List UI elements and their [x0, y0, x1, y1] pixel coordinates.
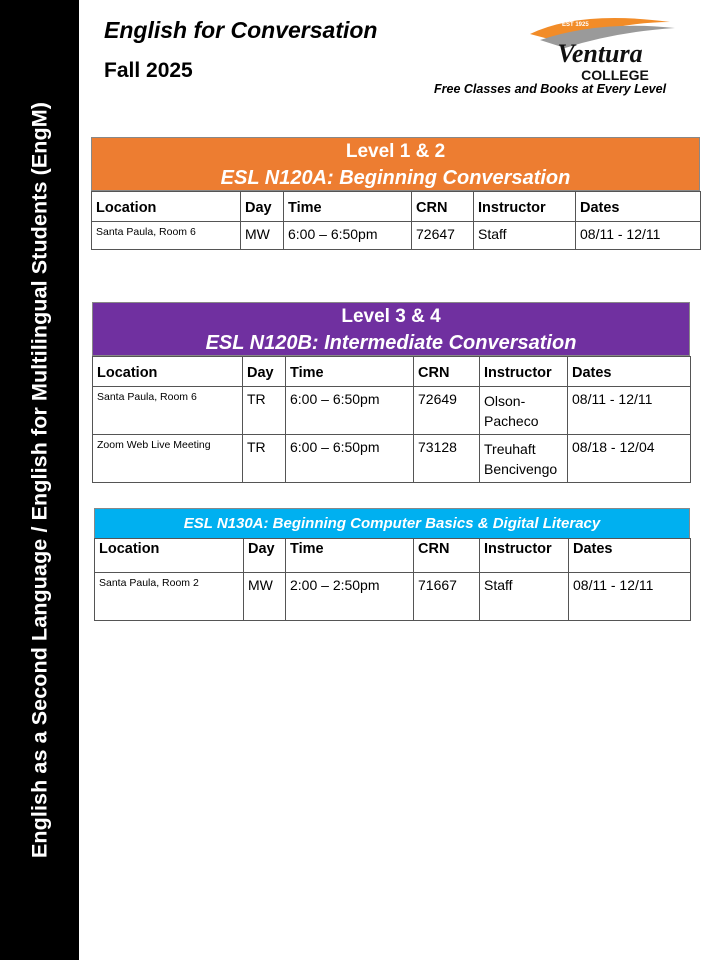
svg-text:COLLEGE: COLLEGE: [581, 67, 649, 83]
course-title: ESL N130A: Beginning Computer Basics & Digital Literacy: [94, 508, 690, 539]
col-time: Time: [286, 539, 414, 573]
svg-text:Ventura: Ventura: [557, 39, 643, 68]
col-instructor: Instructor: [480, 357, 568, 387]
cell-crn: 71667: [414, 573, 480, 621]
cell-time: 6:00 – 6:50pm: [286, 387, 414, 435]
cell-location: Santa Paula, Room 6: [92, 222, 241, 250]
cell-day: TR: [243, 387, 286, 435]
col-location: Location: [93, 357, 243, 387]
table-row: [93, 435, 691, 483]
cell-location: Santa Paula, Room 2: [95, 573, 244, 621]
schedule-table: [91, 191, 701, 250]
svg-text:EST 1925: EST 1925: [562, 22, 589, 28]
cell-instructor: Staff: [480, 573, 569, 621]
cell-time: 6:00 – 6:50pm: [286, 435, 414, 483]
level-label: Level 3 & 4: [341, 306, 441, 327]
course-title: ESL N120B: Intermediate Conversation: [205, 332, 577, 354]
section-level-3-4: [92, 302, 690, 483]
section-level-1-2: [91, 137, 700, 250]
col-crn: CRN: [414, 539, 480, 573]
col-dates: Dates: [569, 539, 691, 573]
term-label: Fall 2025: [104, 59, 193, 82]
col-time: Time: [286, 357, 414, 387]
col-day: Day: [244, 539, 286, 573]
table-row: [92, 222, 701, 250]
level-label: Level 1 & 2: [345, 141, 446, 162]
cell-day: TR: [243, 435, 286, 483]
cell-dates: 08/11 - 12/11: [569, 573, 691, 621]
sidebar-vertical-title: English as a Second Language / English for Multilingual Students (EngM): [27, 101, 52, 859]
cell-dates: 08/11 - 12/11: [568, 387, 691, 435]
cell-instructor: Olson-Pacheco: [480, 387, 568, 435]
cell-time: 2:00 – 2:50pm: [286, 573, 414, 621]
col-day: Day: [243, 357, 286, 387]
cell-dates: 08/11 - 12/11: [576, 222, 701, 250]
cell-instructor: Staff: [474, 222, 576, 250]
table-header-row: [95, 539, 691, 573]
col-location: Location: [92, 192, 241, 222]
cell-instructor: Treuhaft Bencivengo: [480, 435, 568, 483]
cell-crn: 72647: [412, 222, 474, 250]
tagline: Free Classes and Books at Every Level: [434, 82, 667, 96]
col-dates: Dates: [576, 192, 701, 222]
col-crn: CRN: [414, 357, 480, 387]
table-header-row: [92, 192, 701, 222]
cell-day: MW: [244, 573, 286, 621]
cell-location: Zoom Web Live Meeting: [93, 435, 243, 483]
col-time: Time: [284, 192, 412, 222]
section-computer-basics: [94, 508, 690, 621]
cell-day: MW: [241, 222, 284, 250]
section-header: [91, 137, 700, 191]
cell-crn: 72649: [414, 387, 480, 435]
ventura-college-logo: [520, 14, 680, 84]
col-instructor: Instructor: [480, 539, 569, 573]
section-header: [92, 302, 690, 356]
sidebar-banner: [0, 0, 79, 960]
col-dates: Dates: [568, 357, 691, 387]
cell-location: Santa Paula, Room 6: [93, 387, 243, 435]
col-crn: CRN: [412, 192, 474, 222]
schedule-table: [92, 356, 691, 483]
table-header-row: [93, 357, 691, 387]
page-title: English for Conversation: [104, 17, 378, 43]
cell-crn: 73128: [414, 435, 480, 483]
table-row: [95, 573, 691, 621]
cell-time: 6:00 – 6:50pm: [284, 222, 412, 250]
course-title: ESL N120A: Beginning Conversation: [220, 167, 571, 189]
col-day: Day: [241, 192, 284, 222]
col-instructor: Instructor: [474, 192, 576, 222]
table-row: [93, 387, 691, 435]
col-location: Location: [95, 539, 244, 573]
cell-dates: 08/18 - 12/04: [568, 435, 691, 483]
schedule-table: [94, 538, 691, 621]
